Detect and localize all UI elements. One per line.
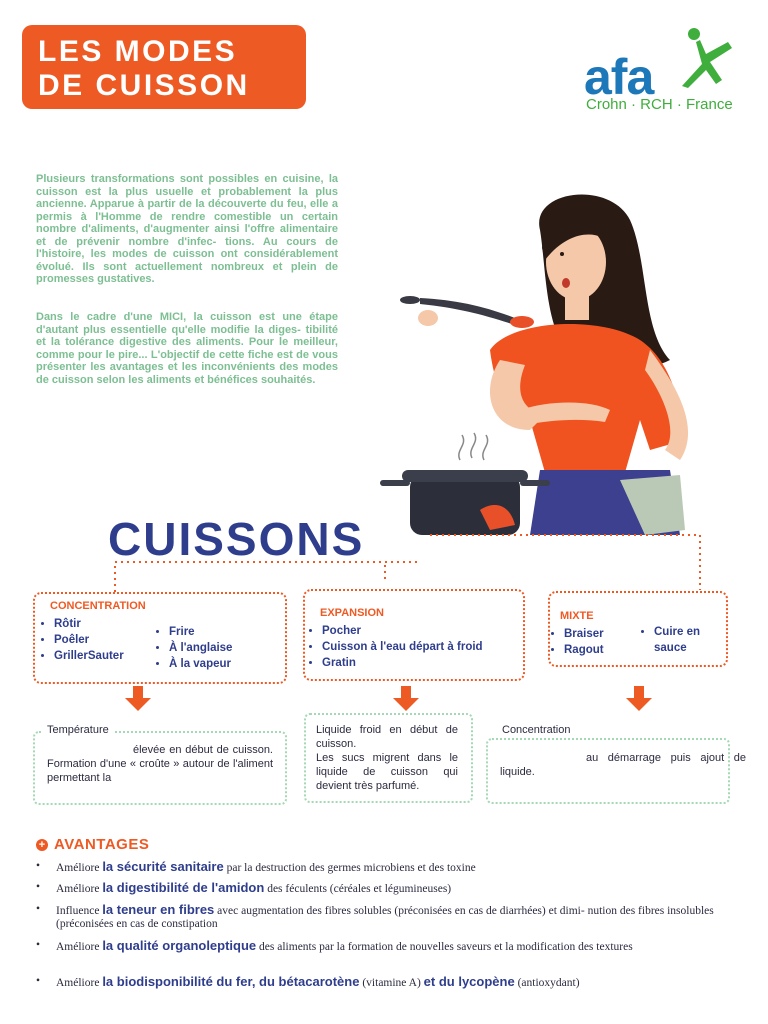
avantage-item: • Influence la teneur en fibres avec augmentation des fibres solubles (préconisées en cas de diarrhées) et dimi- nution des fibres insolubles (préconisées en cas de constipation [36,902,714,930]
category-title: EXPANSION [320,607,384,619]
mixte-list-1 [550,626,604,658]
detail-text-2: Les sucs migrent dans le liquide de cuisson qui devient très parfumé. [316,752,458,792]
list-item: • Braiser [564,626,604,642]
avantage-item: • Améliore la biodisponibilité du fer, du bétacarotène (vitamine A) et du lycopène (antioxydant) [36,974,580,989]
detail-text-1: Liquide froid en début de cuisson. [316,724,458,750]
avantage-keyword: la digestibilité de l'amidon [102,880,265,895]
list-item: • Poêler [54,632,124,648]
avantage-post: (antioxydant) [514,977,580,989]
avantage-keyword: la qualité organoleptique [102,938,257,953]
list-item: • Pocher [322,623,483,639]
expansion-list [308,623,483,671]
arrow-down-icon [625,686,653,712]
mixte-list-2 [640,624,734,656]
detail-text: au démarrage puis ajout de liquide. [500,752,746,778]
avantage-post: par la destruction des germes microbiens et des toxine [223,862,476,874]
avantage-keyword: la teneur en fibres [102,902,215,917]
list-item: • Gratin [322,655,483,671]
intro-paragraph-1: Plusieurs transformations sont possibles en cuisine, la cuisson est la plus usuelle et probablement la plus ancienne. Apparue à partir de la découverte du feu, elle a permis à l'Homme de rendre comestible un certain nombre d'aliments, d'augmenter ainsi l'offre alimentaire et de prévenir nombre d'infec- tions. Au cours de l'histoire, les modes de cuisson ont considérablement évolué. Ils sont actuellement nombreux et plein de promesses gustatives. [36,173,338,285]
list-item: • À la vapeur [169,656,232,672]
avantage-item: • Améliore la qualité organoleptique des aliments par la formation de nouvelles saveurs et la modification des textures [36,938,633,953]
category-concentration [33,592,287,684]
avantage-post: avec augmentation des fibres solubles (préconisées en cas de diarrhées) et dimi- nution des fibres insolubles (préconisées en cas de constipation [56,905,714,930]
avantage-item: • Améliore la digestibilité de l'amidon des féculents (céréales et légumineuses) [36,880,452,895]
list-item: • Ragout [564,642,604,658]
cuissons-heading: CUISSONS [108,513,365,565]
category-title: MIXTE [560,610,594,622]
avantage-pre: Améliore [56,977,103,989]
avantage-item: • Améliore la sécurité sanitaire par la destruction des germes microbiens et des toxine [36,859,476,874]
arrow-down-icon [124,686,152,712]
detail-text: élevée en début de cuisson. Formation d'une « croûte » autour de l'aliment permettant la [47,744,273,784]
plus-circle-icon: + [36,839,48,851]
detail-label: Température [43,724,113,736]
logo-wordmark: afa [584,49,654,105]
avantage-pre: Influence [56,905,103,917]
avantage-post: des féculents (céréales et légumineuses) [264,883,452,895]
avantage-pre: Améliore [56,941,103,953]
avantages-title: AVANTAGES [54,836,150,853]
avantage-mid: (vitamine A) [359,977,424,989]
arrow-down-icon [392,686,420,712]
avantage-keyword: la biodisponibilité du fer, du bétacarotène [102,974,360,989]
avantage-pre: Améliore [56,862,103,874]
list-item: • Rôtir [54,616,124,632]
avantage-pre: Améliore [56,883,103,895]
title-line-2: DE CUISSON [38,69,250,102]
title-badge [22,25,306,109]
intro-paragraph-2: Dans le cadre d'une MICI, la cuisson est une étape d'autant plus essentielle qu'elle modifie la diges- tibilité et la tolérance digestive des aliments. Pour le meilleur, comme pour le pire... L'objectif de cette fiche est de vous présenter les avantages et les inconvénients des modes de cuisson selon les aliments et bénéfices souhaités. [36,311,338,386]
avantage-post: des aliments par la formation de nouvelles saveurs et la modification des textures [256,941,633,953]
list-item: • Cuire en sauce [654,624,734,656]
list-item: • GrillerSauter [54,648,124,664]
detail-concentration [33,724,287,805]
avantage-keyword: la sécurité sanitaire [102,859,224,874]
detail-label: Concentration [498,724,575,736]
list-item: • À l'anglaise [169,640,232,656]
cooking-woman-illustration [380,190,720,540]
concentration-list-1 [40,616,124,664]
category-expansion [303,589,525,681]
category-title: CONCENTRATION [50,600,146,612]
detail-mixte [486,724,746,804]
title-line-1: LES MODES [38,35,238,68]
avantages-header [36,836,149,853]
concentration-list-2 [155,624,232,672]
leaping-figure-icon [672,24,742,94]
detail-expansion [304,713,473,803]
avantage-keyword: et du lycopène [423,974,515,989]
list-item: • Cuisson à l'eau départ à froid [322,639,483,655]
category-mixte [548,591,728,667]
logo-tagline: Crohn · RCH · France [586,96,733,113]
afa-logo [580,22,750,122]
list-item: • Frire [169,624,232,640]
diagram-connectors [0,520,768,600]
